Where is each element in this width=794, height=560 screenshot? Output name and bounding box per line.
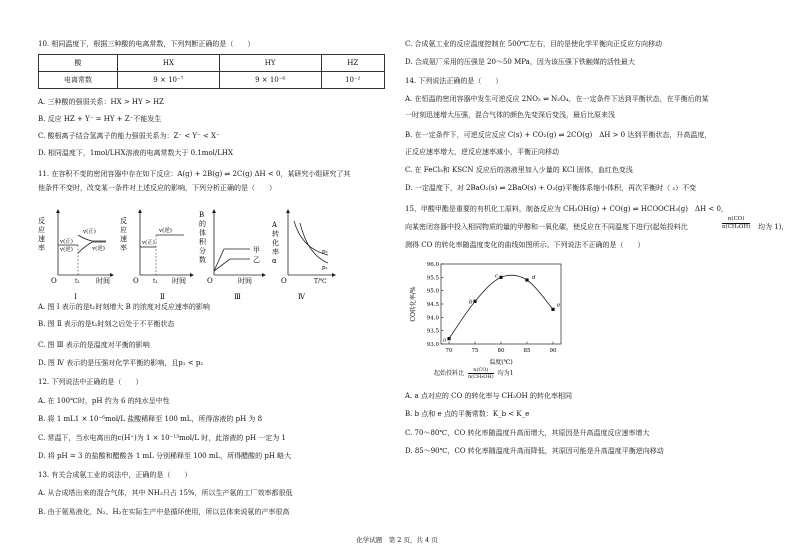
fig2-ylabel-4: 率 [120, 244, 127, 252]
data-point-label: a [443, 337, 447, 344]
q15-option-c: C. 70～80℃，CO 转化率随温度升高而增大，其原因是升高温度反应速率增大 [405, 429, 650, 437]
table-header-cell: HY [219, 55, 321, 72]
y-tick-label: 94.5 [426, 302, 439, 308]
q15-line: 向某密闭容器中投入相同物质的量的甲醇和一氧化碳，使反应在不同温度下进行(起始投料比 [405, 223, 688, 231]
q10-option-d: D. 相同温度下，1mol/LHX溶液的电离常数大于 0.1mol/LHX [38, 149, 233, 157]
figure-1 [38, 211, 112, 301]
fig2-ylabel-3: 速 [120, 235, 127, 243]
q12-option-c: C. 常温下，当水电离出的c(H⁺)为 1 × 10⁻¹³mol/L 时，此溶液的 pH 一定为 1 [38, 434, 286, 442]
table-cell: 10⁻² [321, 72, 384, 89]
ionization-constant-table [38, 54, 385, 89]
table-cell: 9 × 10⁻⁶ [219, 72, 321, 89]
q14-line: B. 在一定条件下，可逆反应反应 C(s) + CO₂(g) ⇌ 2CO(g) ΔH > 0 达到平衡状态，升高温度， [405, 131, 712, 139]
fig1-ylabel-3: 速 [38, 235, 45, 243]
fig1-curve-label: v(正) [83, 229, 96, 235]
data-point [499, 276, 502, 279]
x-tick-label: 70 [445, 348, 453, 354]
figure-4 [271, 211, 334, 301]
caption-prefix: 起始投料比 [434, 370, 465, 377]
fig1-curve-label: v(逆) [60, 247, 73, 253]
fig3-ylabel-3: 体 [199, 229, 206, 237]
fig4-ylabel-3: 化 [272, 239, 279, 247]
q11-option-d: D. 图 Ⅳ 表示的是压强对化学平衡的影响，且p₁ < p₂ [38, 359, 204, 367]
y-tick-label: 94.0 [426, 315, 439, 322]
fig1-origin: O [51, 277, 57, 285]
table-row [39, 72, 385, 89]
q12-option-b: B. 将 1 mL1 × 10⁻⁶mol/L 盐酸稀释至 100 mL，所得溶液的 pH 为 8 [38, 415, 263, 423]
x-tick-label: 75 [471, 348, 479, 354]
fig4-xlabel: T/℃ [314, 278, 327, 285]
q10-option-b: B. 反应 HZ + Y⁻ = HY + Z⁻不能发生 [38, 115, 162, 123]
q11-option-a: A. 图 Ⅰ 表示的是t₁时刻增大 B 的浓度对反应速率的影响 [38, 303, 210, 311]
fig2-t1: t₁ [153, 278, 158, 285]
ratio-numerator: n(CO) [722, 216, 750, 224]
fig1-curve-label: v(正) [60, 239, 73, 245]
q11-option-c: C. 图 Ⅲ 表示的是温度对平衡的影响 [38, 341, 150, 349]
fig2-roman: Ⅱ [160, 293, 165, 301]
q10-option-c: C. 酸根离子结合氢离子的能力强弱关系为：Z⁻ < Y⁻ < X⁻ [38, 132, 220, 140]
q15-line: 均为 1)， [758, 223, 789, 231]
table-header-row [39, 55, 385, 72]
y-tick-label: 95.5 [426, 275, 439, 282]
q11-stem-line2: 他条件不变时，改变某一条件对上述反应的影响，下列分析正确的是（ ） [38, 184, 276, 192]
q10-option-a: A. 三种酸的强弱关系：HX > HY > HZ [38, 98, 164, 106]
fig2-xlabel: 时间 [172, 277, 186, 285]
fig3-ylabel-4: 积 [199, 238, 206, 246]
fig1-roman: Ⅰ [74, 293, 77, 301]
q10-stem: 10. 相同温度下，根据三种酸的电离常数，下列判断正确的是（ ） [38, 40, 255, 48]
fig4-roman: Ⅳ [298, 293, 305, 301]
caption-ratio-num: n(CO) [468, 367, 494, 374]
fig2-origin: O [133, 277, 139, 285]
fig4-origin: O [281, 277, 287, 285]
q13-option-d: D. 合成氨厂采用的压强是 20～50 MPa，因为该压强下铁触媒的活性最大 [405, 58, 635, 66]
q14-line: 一时刻迅速增大压强，混合气体的颜色先变深后变浅，最后比原来浅 [405, 111, 615, 119]
fig3-ylabel-1: B [199, 211, 205, 219]
fig1-t1: t₁ [75, 278, 80, 285]
x-axis-label: 温度(℃) [489, 359, 513, 366]
page-footer: 化学试题 第 2 页，共 4 页 [356, 536, 438, 544]
fig3-roman: Ⅲ [234, 293, 241, 301]
y-tick-label: 96.0 [426, 262, 439, 268]
data-point [551, 308, 554, 311]
q14-line: D. 一定温度下，对 2BaO₂(s) ⇌ 2BaO(s) + O₂(g)平衡体系缩小体积，再次平衡时（ ₂）不变 [405, 184, 697, 192]
fig1-ylabel-2: 应 [38, 226, 45, 234]
fig4-ylabel-2: 转 [272, 230, 279, 238]
y-axis-label: CO转化率/% [410, 286, 417, 322]
q14-line: A. 在恒温的密闭容器中发生可逆反应 2NO₂ ⇌ N₂O₄，在一定条件下达到平衡状态，在平衡后的某 [405, 95, 709, 103]
fig2-curve-label: v(正) [142, 240, 155, 246]
q14-stem: 14. 下列说法正确的是（ ） [405, 77, 503, 85]
fig1-xlabel: 时间 [96, 277, 110, 285]
fig2-ylabel-2: 应 [120, 226, 127, 234]
q15-line: 15、甲酸甲酯是重要的有机化工原料，制备反应为 CH₃OH(g) + CO(g) ⇌ HCOOCH₃(g) ΔH < 0， [405, 205, 728, 213]
caption-ratio-den: n(CH₃OH) [467, 374, 494, 380]
data-point-label: b [469, 299, 473, 306]
table-header-cell: HX [118, 55, 220, 72]
table-header-cell: 酸 [39, 55, 118, 72]
q11-option-b: B. 图 Ⅱ 表示的是t₁时刻之后处于不平衡状态 [38, 320, 175, 328]
data-point-label: e [557, 302, 561, 309]
fig2-ylabel-1: 反 [120, 217, 127, 225]
fig3-curve-label: 乙 [253, 256, 260, 264]
fig1-curve-label: v(逆) [92, 246, 105, 252]
q12-option-d: D. 将 pH = 3 的盐酸和醋酸各 1 mL 分别稀释至 100 mL，所得醋酸的 pH 略大 [38, 452, 292, 460]
data-point-label: c [495, 273, 499, 280]
q13-option-a: A. 从合成塔出来的混合气体，其中 NH₃只占 15%，所以生产氨的工厂效率都很低 [38, 489, 293, 497]
y-tick-label: 93.5 [426, 328, 439, 335]
data-point [447, 337, 450, 340]
fig2-curve-label: v(逆) [159, 228, 172, 234]
q14-line: C. 在 FeCl₃和 KSCN 反应后的溶液里加入少量的 KCl 固体，血红色变浅 [405, 166, 633, 174]
fig1-ylabel-1: 反 [38, 217, 45, 225]
co-conversion-chart [405, 258, 575, 378]
fig3-ylabel-5: 分 [199, 247, 206, 255]
q12-stem: 12. 下列说法中正确的是（ ） [38, 378, 143, 386]
q15-option-d: D. 85～90℃，CO 转化率随温度升高而降低，其原因可能是升高温度平衡逆向移动 [405, 447, 664, 455]
caption-suffix: 均为1 [497, 370, 514, 377]
q13-option-c: C. 合成氨工业的反应温度控制在 500℃左右，目的是使化学平衡向正反应方向移动 [405, 40, 662, 48]
fig4-ylabel-4: 率 [272, 248, 279, 256]
fig3-curve-label: 甲 [253, 246, 260, 254]
fig4-ylabel-1: A [272, 221, 278, 229]
q15-option-b: B. b 点和 e 点的平衡常数：K_b < K_e [405, 410, 530, 418]
x-tick-label: 80 [497, 348, 505, 354]
series-line [449, 275, 553, 338]
table-cell: 9 × 10⁻⁷ [118, 72, 220, 89]
data-point-label: d [532, 275, 536, 281]
data-point [525, 278, 528, 281]
q13-option-b: B. 由于氨易液化，N₂、H₂在实际生产中是循环使用，所以总体来说氨的产率很高 [38, 508, 290, 516]
y-tick-label: 95.0 [426, 288, 439, 295]
figure-2 [120, 211, 192, 301]
q11-figures [36, 205, 336, 301]
fig3-origin: O [207, 277, 213, 285]
y-tick-label: 93.0 [426, 342, 439, 348]
fig1-ylabel-4: 率 [38, 244, 45, 252]
q12-option-a: A. 在 100℃时，pH 约为 6 的纯水呈中性 [38, 397, 170, 405]
q11-stem-line1: 11. 在容积不变的密闭容器中存在如下反应：A(g) + 2B(g) ⇌ 2C(g) ΔH < 0，某研究小组研究了其 [38, 170, 351, 178]
fig4-curve-label: p₁ [322, 265, 328, 271]
table-header-cell: HZ [321, 55, 384, 72]
data-point [473, 300, 476, 303]
q13-stem: 13. 有关合成氨工业的说法中，正确的是（ ） [38, 471, 192, 479]
fig3-xlabel: 时间 [238, 277, 252, 285]
chart-caption [434, 367, 513, 380]
fig3-ylabel-2: 的 [199, 220, 206, 228]
q15-option-a: A. a 点对应的 CO 的转化率与 CH₃OH 的转化率相同 [405, 392, 573, 400]
q15-line: 测得 CO 的转化率随温度变化的曲线如图所示。下列说法不正确的是（ ） [405, 241, 645, 249]
q15-ratio [722, 216, 750, 230]
table-row-label: 电离常数 [39, 72, 118, 89]
fig4-curve-label: p₂ [322, 249, 328, 255]
fig4-ylabel-5: α [272, 257, 277, 265]
x-tick-label: 85 [523, 348, 531, 354]
ratio-denominator: n(CH₃OH) [722, 223, 751, 230]
q14-line: 正反应速率增大，逆反应速率减小，平衡正向移动 [405, 148, 559, 156]
figure-3 [199, 211, 264, 301]
caption-ratio [468, 367, 494, 380]
fig3-ylabel-6: 数 [199, 256, 206, 264]
x-tick-label: 90 [549, 348, 557, 354]
